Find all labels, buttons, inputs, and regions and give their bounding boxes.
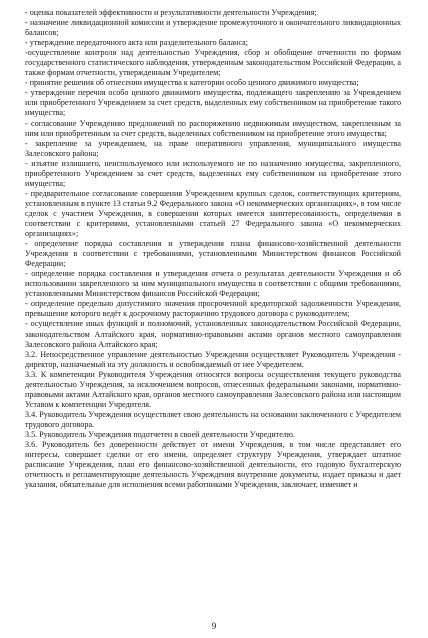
paragraph: - определение порядка составления и утверждения отчета о результатах деятельности Учреждения и об использовании закрепленного за ним муниципального имущества в соответствии с общими требованиями, установленными Министерством финансов Российской Федерации; bbox=[25, 269, 401, 299]
paragraph: - назначение ликвидационной комиссии и утверждение промежуточного и окончательного ликвидационных балансов; bbox=[25, 18, 401, 38]
paragraph: 3.3. К компетенции Руководителя Учреждения относятся вопросы осуществления текущего руководства деятельностью Учреждения, за исключением вопросов, отнесенных федеральными законами, нормативно-правовыми актами Алтайского края, органов местного самоуправления Залесовского района или настоящим Уставом к компетенции Учредителя. bbox=[25, 369, 401, 409]
page-number: 9 bbox=[211, 621, 217, 631]
paragraph: - предварительное согласование совершения Учреждением крупных сделок, соответствующих критериям, установленным в пункте 13 статьи 9.2 Федерального закона «О некоммерческих организациях», в том числе сделок с участием Учреждения, в совершении которых имеется заинтересованность, определяемая в соответствии с критериями, установленными статьей 27 Федерального закона «О некоммерческих организациях»; bbox=[25, 188, 401, 239]
paragraph: - определение предельно допустимого значения просроченной кредиторской задолженности Учреждения, превышение которого ведёт к досрочному расторжению трудового договора с руководителем; bbox=[25, 299, 401, 319]
body-text bbox=[25, 8, 401, 490]
paragraph: - принятие решения об отнесении имущества к категории особо ценного движимого имущества; bbox=[25, 78, 359, 88]
paragraph: 3.2. Непосредственное управление деятельностью Учреждения осуществляет Руководитель Учреждения - директор, назначаемый на эту должность и освобождаемый от нее Учредителем. bbox=[25, 349, 401, 369]
paragraph: - изъятие излишнего, неиспользуемого или используемого не по назначению имущества, закрепленного, приобретенного Учреждением за счет средств, выделенных ему собственником на приобретение этого имущества; bbox=[25, 158, 401, 188]
paragraph: 3.6. Руководитель без доверенности действует от имени Учреждения, в том числе представляет его интересы, совершает сделки от его имени, определяет структуру Учреждения, утверждает штатное расписание Учреждения, план его финансово-хозяйственной деятельности, его годовую бухгалтерскую отчетность и регламентирующие деятельность Учреждения внутренние документы, издает приказы и дает указания, обязательные для исполнения всеми работниками Учреждения, заключает, изменяет и bbox=[25, 440, 401, 490]
paragraph: - согласование Учреждению предложений по распоряжению недвижимым имуществом, закрепленным за ним или приобретенным за счет средств, выделенных собственником на приобретение этого имущества; bbox=[25, 118, 401, 138]
paragraph: - закрепление за учреждением, на праве оперативного управления, муниципального имущества Залесовского района; bbox=[25, 138, 401, 158]
paragraph: 3.5. Руководитель Учреждения подотчетен в своей деятельности Учредителю. bbox=[25, 429, 295, 439]
paragraph: - осуществление иных функций и полномочий, установленных законодательством Российской Федерации, законодательством Алтайского края, нормативно-правовыми актами органов местного самоуправления Залесовского района Алтайского края; bbox=[25, 319, 401, 349]
paragraph: -осуществление контроля над деятельностью Учреждения, сбор и обобщение отчетности по формам государственного статистического наблюдения, утвержденным законодательством Российской Федерации, а также формам отчетности, утвержденным Учредителем; bbox=[25, 48, 401, 78]
paragraph: 3.4. Руководитель Учреждения осуществляет свою деятельность на основании заключенного с Учредителем трудового договора. bbox=[25, 409, 401, 429]
paragraph: - оценка показателей эффективности и результативности деятельности Учреждения; bbox=[25, 8, 317, 17]
paragraph: - утверждение передаточного акта или разделительного баланса; bbox=[25, 38, 249, 48]
paragraph: - утверждение перечня особо ценного движимого имущества, подлежащего закреплению за Учреждением или приобретенного Учреждением за счет средств, выделенных ему собственником на приобретение такого имущества; bbox=[25, 88, 401, 118]
paragraph: - определение порядка составления и утверждения плана финансово-хозяйственной деятельности Учреждения в соответствии с требованиями, установленными Министерством финансов Российской Федерации; bbox=[25, 239, 401, 269]
